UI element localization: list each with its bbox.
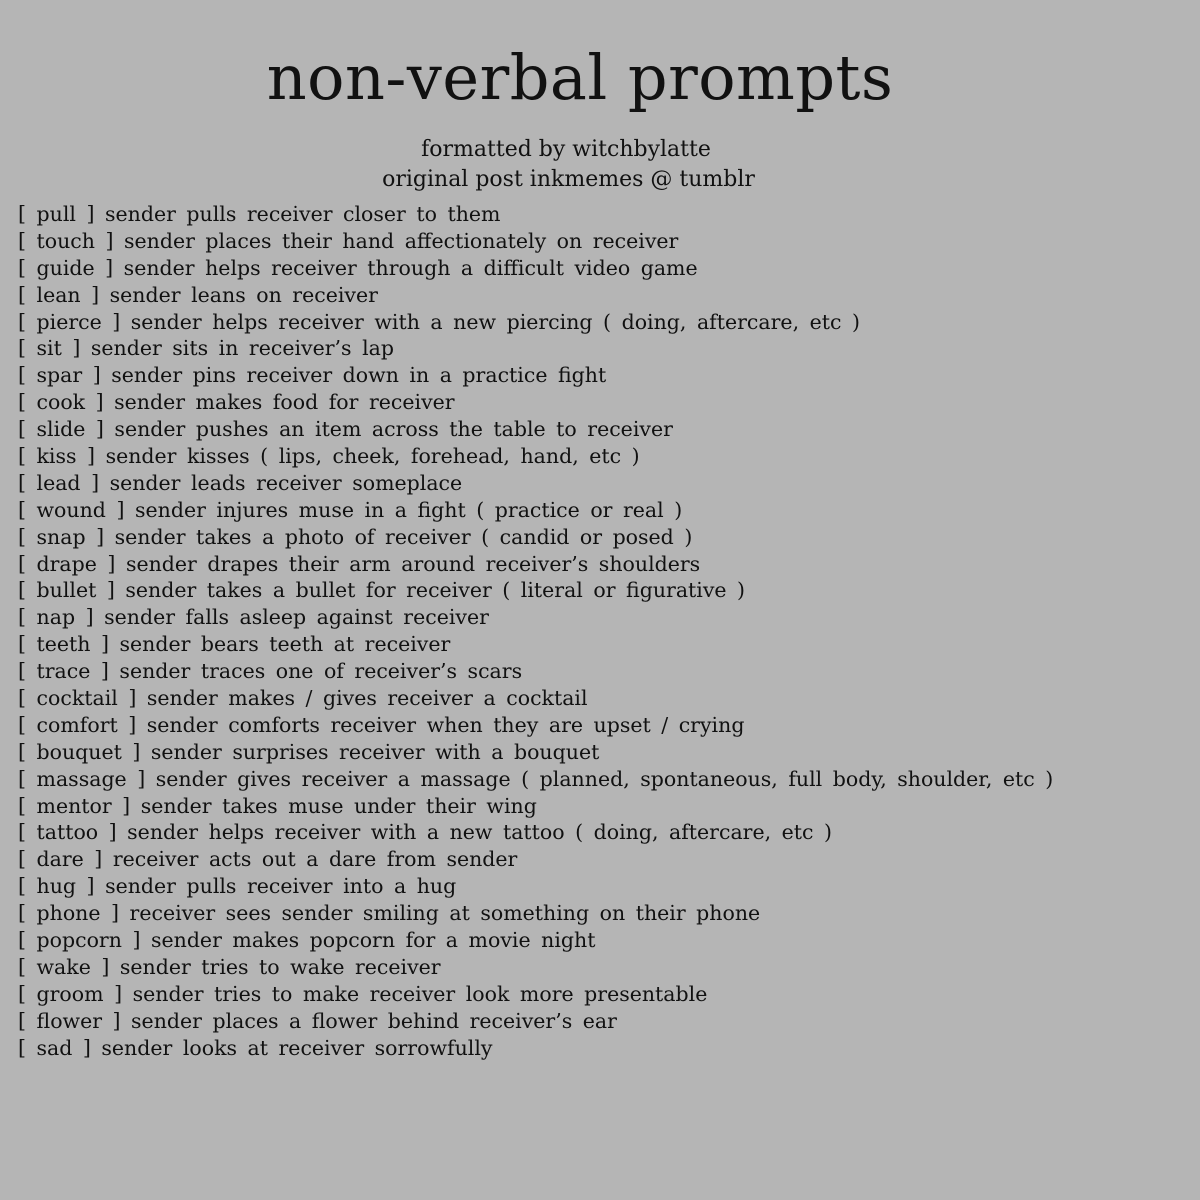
prompt-item: [ hug ] sender pulls receiver into a hug [18, 874, 457, 899]
prompt-item: [ touch ] sender places their hand affectionately on receiver [18, 228, 679, 253]
prompt-item: [ drape ] sender drapes their arm around receiver’s shoulders [18, 551, 701, 576]
prompt-item: [ comfort ] sender comforts receiver when they are upset / crying [18, 712, 745, 737]
prompt-item: [ bouquet ] sender surprises receiver with a bouquet [18, 739, 600, 764]
prompt-item: [ teeth ] sender bears teeth at receiver [18, 632, 451, 657]
prompt-item: [ cocktail ] sender makes / gives receiver a cocktail [18, 686, 588, 711]
prompt-list [18, 201, 1178, 1062]
original-post-credit: original post inkmemes @ tumblr [382, 167, 755, 192]
prompt-item: [ phone ] receiver sees sender smiling at something on their phone [18, 901, 761, 926]
prompt-item: [ mentor ] sender takes muse under their wing [18, 793, 537, 818]
prompt-item: [ sad ] sender looks at receiver sorrowfully [18, 1035, 493, 1060]
prompt-item: [ wake ] sender tries to wake receiver [18, 954, 441, 979]
prompt-item: [ cook ] sender makes food for receiver [18, 390, 455, 415]
prompt-item: [ pierce ] sender helps receiver with a new piercing ( doing, aftercare, etc ) [18, 309, 860, 334]
prompt-item: [ tattoo ] sender helps receiver with a new tattoo ( doing, aftercare, etc ) [18, 820, 833, 845]
prompt-item: [ popcorn ] sender makes popcorn for a movie night [18, 928, 596, 953]
formatted-by-credit: formatted by witchbylatte [421, 137, 711, 162]
prompt-item: [ lean ] sender leans on receiver [18, 282, 378, 307]
prompt-item: [ pull ] sender pulls receiver closer to them [18, 202, 501, 226]
prompt-item: [ kiss ] sender kisses ( lips, cheek, forehead, hand, etc ) [18, 444, 640, 469]
prompt-item: [ slide ] sender pushes an item across the table to receiver [18, 417, 673, 442]
prompt-item: [ groom ] sender tries to make receiver look more presentable [18, 981, 708, 1006]
prompt-item: [ snap ] sender takes a photo of receiver ( candid or posed ) [18, 524, 693, 549]
prompt-item: [ wound ] sender injures muse in a fight ( practice or real ) [18, 497, 683, 522]
prompt-item: [ flower ] sender places a flower behind receiver’s ear [18, 1008, 617, 1033]
prompt-item: [ massage ] sender gives receiver a massage ( planned, spontaneous, full body, shoulder, etc ) [18, 766, 1054, 791]
prompt-item: [ nap ] sender falls asleep against receiver [18, 605, 489, 630]
prompt-item: [ sit ] sender sits in receiver’s lap [18, 336, 394, 361]
prompt-item: [ dare ] receiver acts out a dare from sender [18, 847, 518, 872]
prompt-item: [ spar ] sender pins receiver down in a practice fight [18, 363, 607, 388]
prompt-item: [ guide ] sender helps receiver through a difficult video game [18, 255, 698, 280]
prompt-item: [ lead ] sender leads receiver someplace [18, 470, 463, 495]
page-title: non-verbal prompts [266, 41, 894, 114]
prompt-item: [ bullet ] sender takes a bullet for receiver ( literal or figurative ) [18, 578, 746, 603]
prompt-item: [ trace ] sender traces one of receiver’s scars [18, 659, 523, 684]
